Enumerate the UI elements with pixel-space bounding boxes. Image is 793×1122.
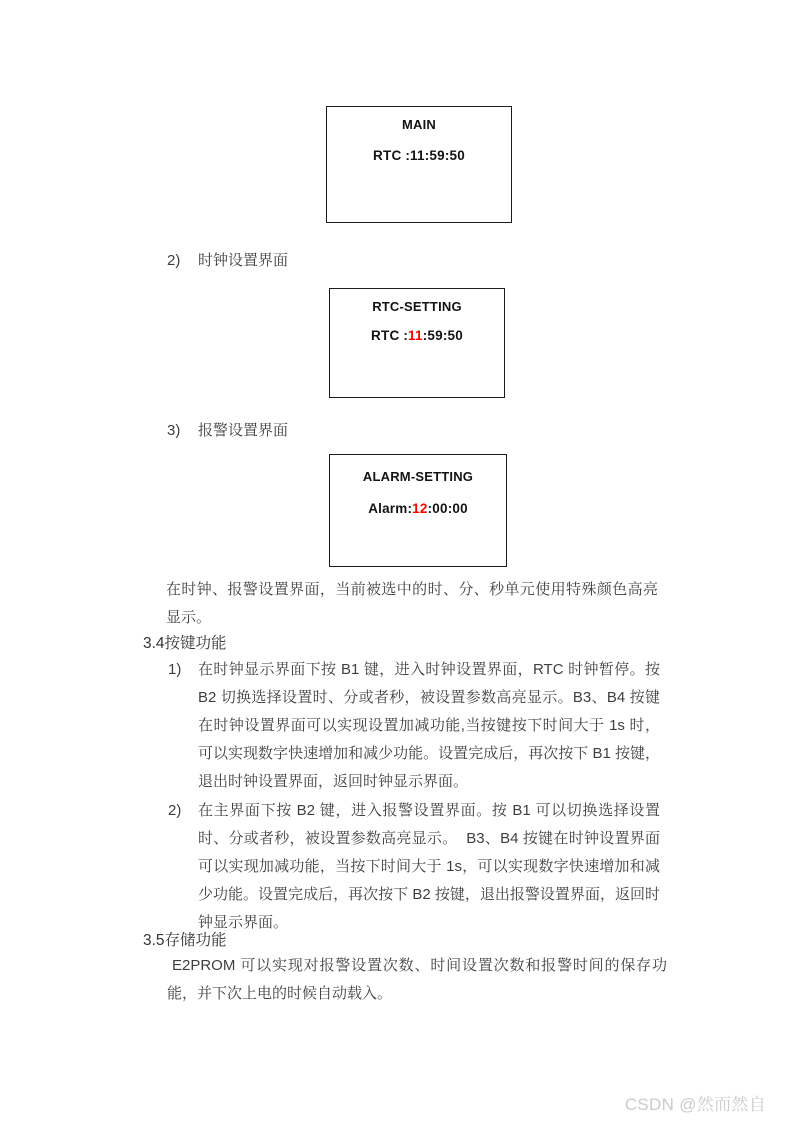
value-highlight: 11 xyxy=(408,328,423,343)
figure-rtc-setting-screen xyxy=(329,288,505,398)
list-item xyxy=(168,797,660,937)
storage-paragraph: E2PROM 可以实现对报警设置次数、时间设置次数和报警时间的保存功能，并下次上电的时候自动载入。 xyxy=(167,957,667,1002)
figure-label-alarm-setting xyxy=(167,420,288,442)
figure-main-screen xyxy=(326,106,512,223)
figure-label-text: 报警设置界面 xyxy=(198,422,289,439)
value-highlight: 12 xyxy=(412,501,428,516)
screen-value-main xyxy=(327,148,511,164)
value-post: :00:00 xyxy=(427,501,468,516)
screen-value-alarm xyxy=(330,501,506,517)
figure-label-marker: 2) xyxy=(167,252,181,269)
value-pre: RTC :11:59:50 xyxy=(373,148,465,163)
list-item-marker: 1) xyxy=(168,661,182,678)
figure-alarm-setting-screen xyxy=(329,454,507,567)
value-pre: Alarm: xyxy=(368,501,413,516)
screen-title-alarm: ALARM-SETTING xyxy=(362,469,474,484)
value-post: :59:50 xyxy=(422,328,463,343)
figure-label-text: 时钟设置界面 xyxy=(198,252,289,269)
section-heading-storage: 3.5存储功能 xyxy=(143,932,227,949)
list-item-text: 在时钟显示界面下按 B1 键，进入时钟设置界面，RTC 时钟暂停。按 B2 切换选择设置时、分或者秒，被设置参数高亮显示。B3、B4 按键在时钟设置界面可以实现设置加减功能,当按键按下时间大于 1s 时，可以实现数字快速增加和减少功能。设置完成后，再次按下 B1 按键，退出时钟设置界面，返回时钟显示界面。 xyxy=(198,661,665,790)
csdn-watermark: CSDN @然而然自 xyxy=(624,1095,766,1114)
figure-label-rtc-setting xyxy=(167,250,288,272)
note-paragraph: 在时钟、报警设置界面，当前被选中的时、分、秒单元使用特殊颜色高亮显示。 xyxy=(166,581,658,626)
screen-title-main: MAIN xyxy=(401,117,437,132)
value-pre: RTC : xyxy=(371,328,409,343)
screen-title-rtc: RTC-SETTING xyxy=(372,299,462,314)
section-heading-buttons: 3.4按键功能 xyxy=(143,635,227,652)
screen-value-rtc xyxy=(330,328,504,344)
figure-label-marker: 3) xyxy=(167,422,181,439)
list-item xyxy=(168,656,665,796)
list-item-text: 在主界面下按 B2 键，进入报警设置界面。按 B1 可以切换选择设置时、分或者秒，被设置参数高亮显示。 B3、B4 按键在时钟设置界面可以实现加减功能，当按下时间大于 1s，可以实现数字快速增加和减少功能。设置完成后，再次按下 B2 按键，退出报警设置界面，返回时钟显示界面。 xyxy=(198,802,660,931)
list-item-marker: 2) xyxy=(168,802,182,819)
